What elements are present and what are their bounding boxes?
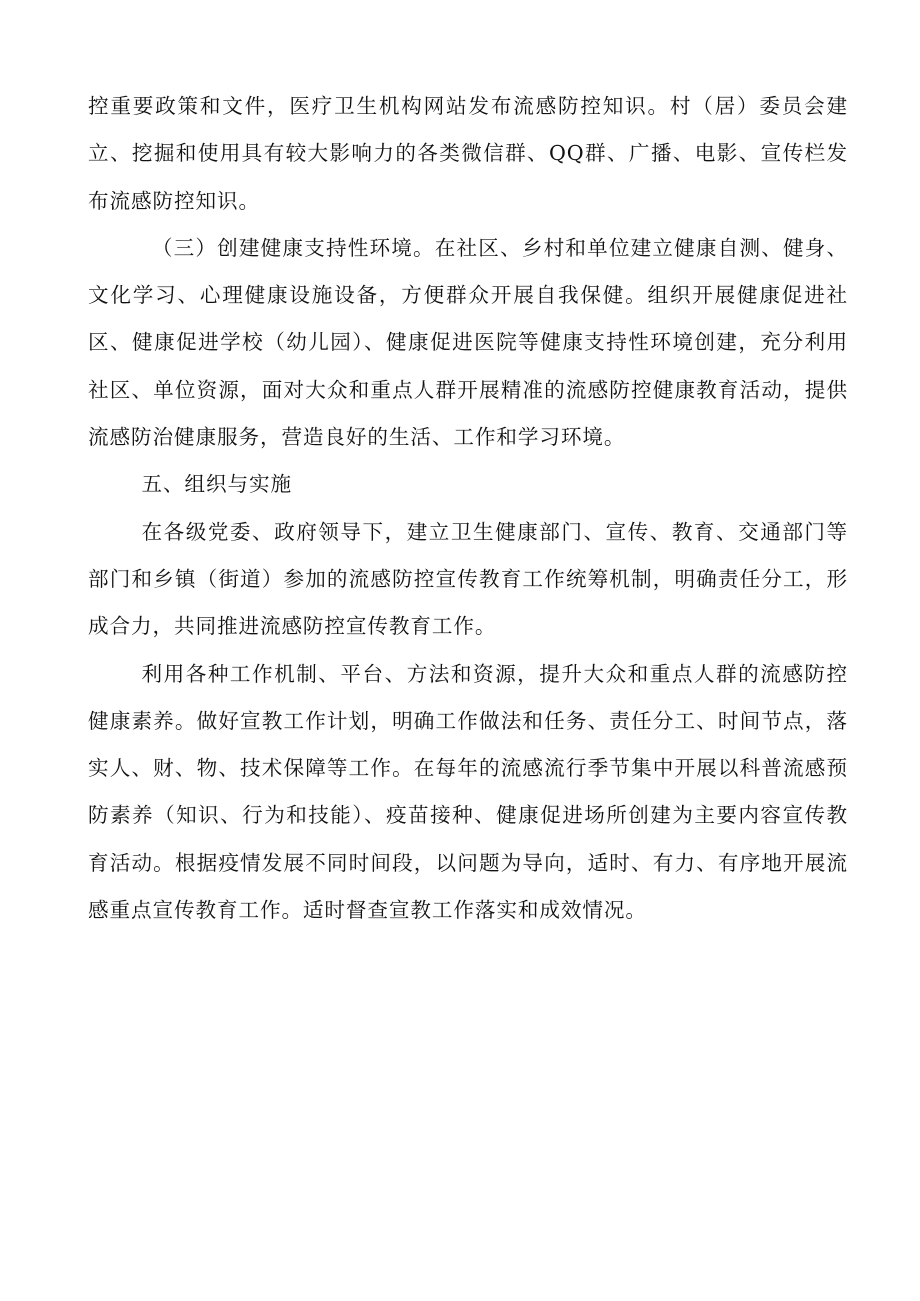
paragraph-continuation: 控重要政策和文件，医疗卫生机构网站发布流感防控知识。村（居）委员会建立、挖掘和使用具有较大影响力的各类微信群、QQ群、广播、电影、宣传栏发布流感防控知识。	[88, 94, 848, 213]
document-body	[88, 83, 848, 934]
paragraph-organization: 在各级党委、政府领导下，建立卫生健康部门、宣传、教育、交通部门等部门和乡镇（街道）参加的流感防控宣传教育工作统筹机制，明确责任分工，形成合力，共同推进流感防控宣传教育工作。	[88, 519, 848, 639]
section-heading-five: 五、组织与实施	[141, 472, 293, 497]
paragraph-implementation: 利用各种工作机制、平台、方法和资源，提升大众和重点人群的流感防控健康素养。做好宣教工作计划，明确工作做法和任务、责任分工、时间节点，落实人、财、物、技术保障等工作。在每年的流感流行季节集中开展以科普流感预防素养（知识、行为和技能）、疫苗接种、健康促进场所创建为主要内容宣传教育活动。根据疫情发展不同时间段，以问题为导向，适时、有力、有序地开展流感重点宣传教育工作。适时督查宣教工作落实和成效情况。	[88, 661, 848, 923]
paragraph-section-three: （三）创建健康支持性环境。在社区、乡村和单位建立健康自测、健身、文化学习、心理健康设施设备，方便群众开展自我保健。组织开展健康促进社区、健康促进学校（幼儿园）、健康促进医院等健康支持性环境创建，充分利用社区、单位资源，面对大众和重点人群开展精准的流感防控健康教育活动，提供流感防治健康服务，营造良好的生活、工作和学习环境。	[88, 235, 848, 450]
